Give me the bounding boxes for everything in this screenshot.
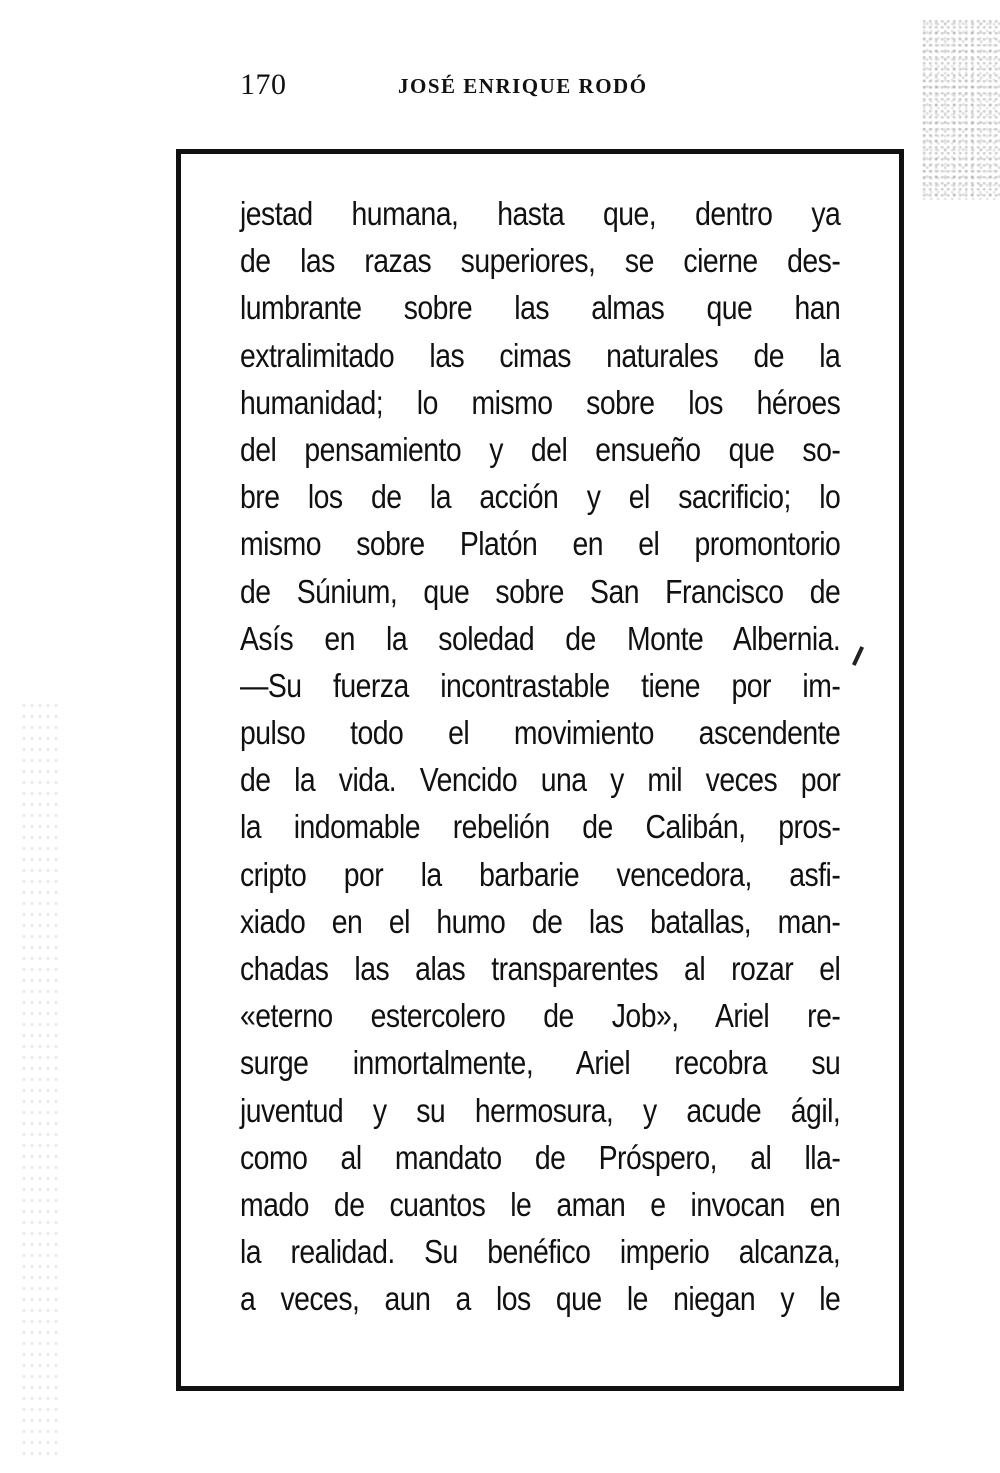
scan-speckle-left bbox=[20, 700, 60, 1460]
body-text bbox=[240, 190, 840, 1323]
text-line: lumbrante sobre las almas que han bbox=[240, 289, 841, 327]
text-line: —Su fuerza incontrastable tiene por im- bbox=[240, 666, 841, 704]
text-line: de Súnium, que sobre San Francisco de bbox=[240, 572, 841, 610]
running-head: JOSÉ ENRIQUE RODÓ bbox=[398, 74, 648, 98]
text-line: de la vida. Vencido una y mil veces por bbox=[240, 761, 841, 799]
text-line: la indomable rebelión de Calibán, pros- bbox=[240, 808, 841, 846]
text-line: jestad humana, hasta que, dentro ya bbox=[240, 195, 841, 232]
text-line: como al mandato de Próspero, al lla- bbox=[240, 1138, 841, 1176]
text-line: mismo sobre Platón en el promontorio bbox=[240, 525, 841, 563]
text-line: del pensamiento y del ensueño que so- bbox=[240, 430, 841, 468]
text-line: surge inmortalmente, Ariel recobra su bbox=[240, 1044, 841, 1082]
text-line: xiado en el humo de las batallas, man- bbox=[240, 902, 841, 940]
text-line: juventud y su hermosura, y acude ágil, bbox=[240, 1091, 841, 1129]
page-number: 170 bbox=[240, 68, 287, 101]
text-line: chadas las alas transparentes al rozar el bbox=[240, 950, 841, 987]
text-line: pulso todo el movimiento ascendente bbox=[240, 714, 841, 752]
scan-speckle-right bbox=[920, 20, 1000, 200]
text-line: humanidad; lo mismo sobre los héroes bbox=[240, 383, 841, 421]
text-line: mado de cuantos le aman e invocan en bbox=[240, 1185, 841, 1223]
page-header bbox=[240, 68, 710, 108]
text-line: de las razas superiores, se cierne des- bbox=[240, 242, 841, 280]
text-line: extralimitado las cimas naturales de la bbox=[240, 336, 841, 374]
text-line: «eterno estercolero de Job», Ariel re- bbox=[240, 997, 841, 1035]
text-line: la realidad. Su benéfico imperio alcanza, bbox=[240, 1233, 841, 1271]
text-line: a veces, aun a los que le niegan y le bbox=[240, 1280, 841, 1318]
text-line: cripto por la barbarie vencedora, asfi- bbox=[240, 855, 841, 893]
text-line: bre los de la acción y el sacrificio; lo bbox=[240, 478, 841, 516]
text-line: Asís en la soledad de Monte Albernia. bbox=[240, 619, 841, 657]
